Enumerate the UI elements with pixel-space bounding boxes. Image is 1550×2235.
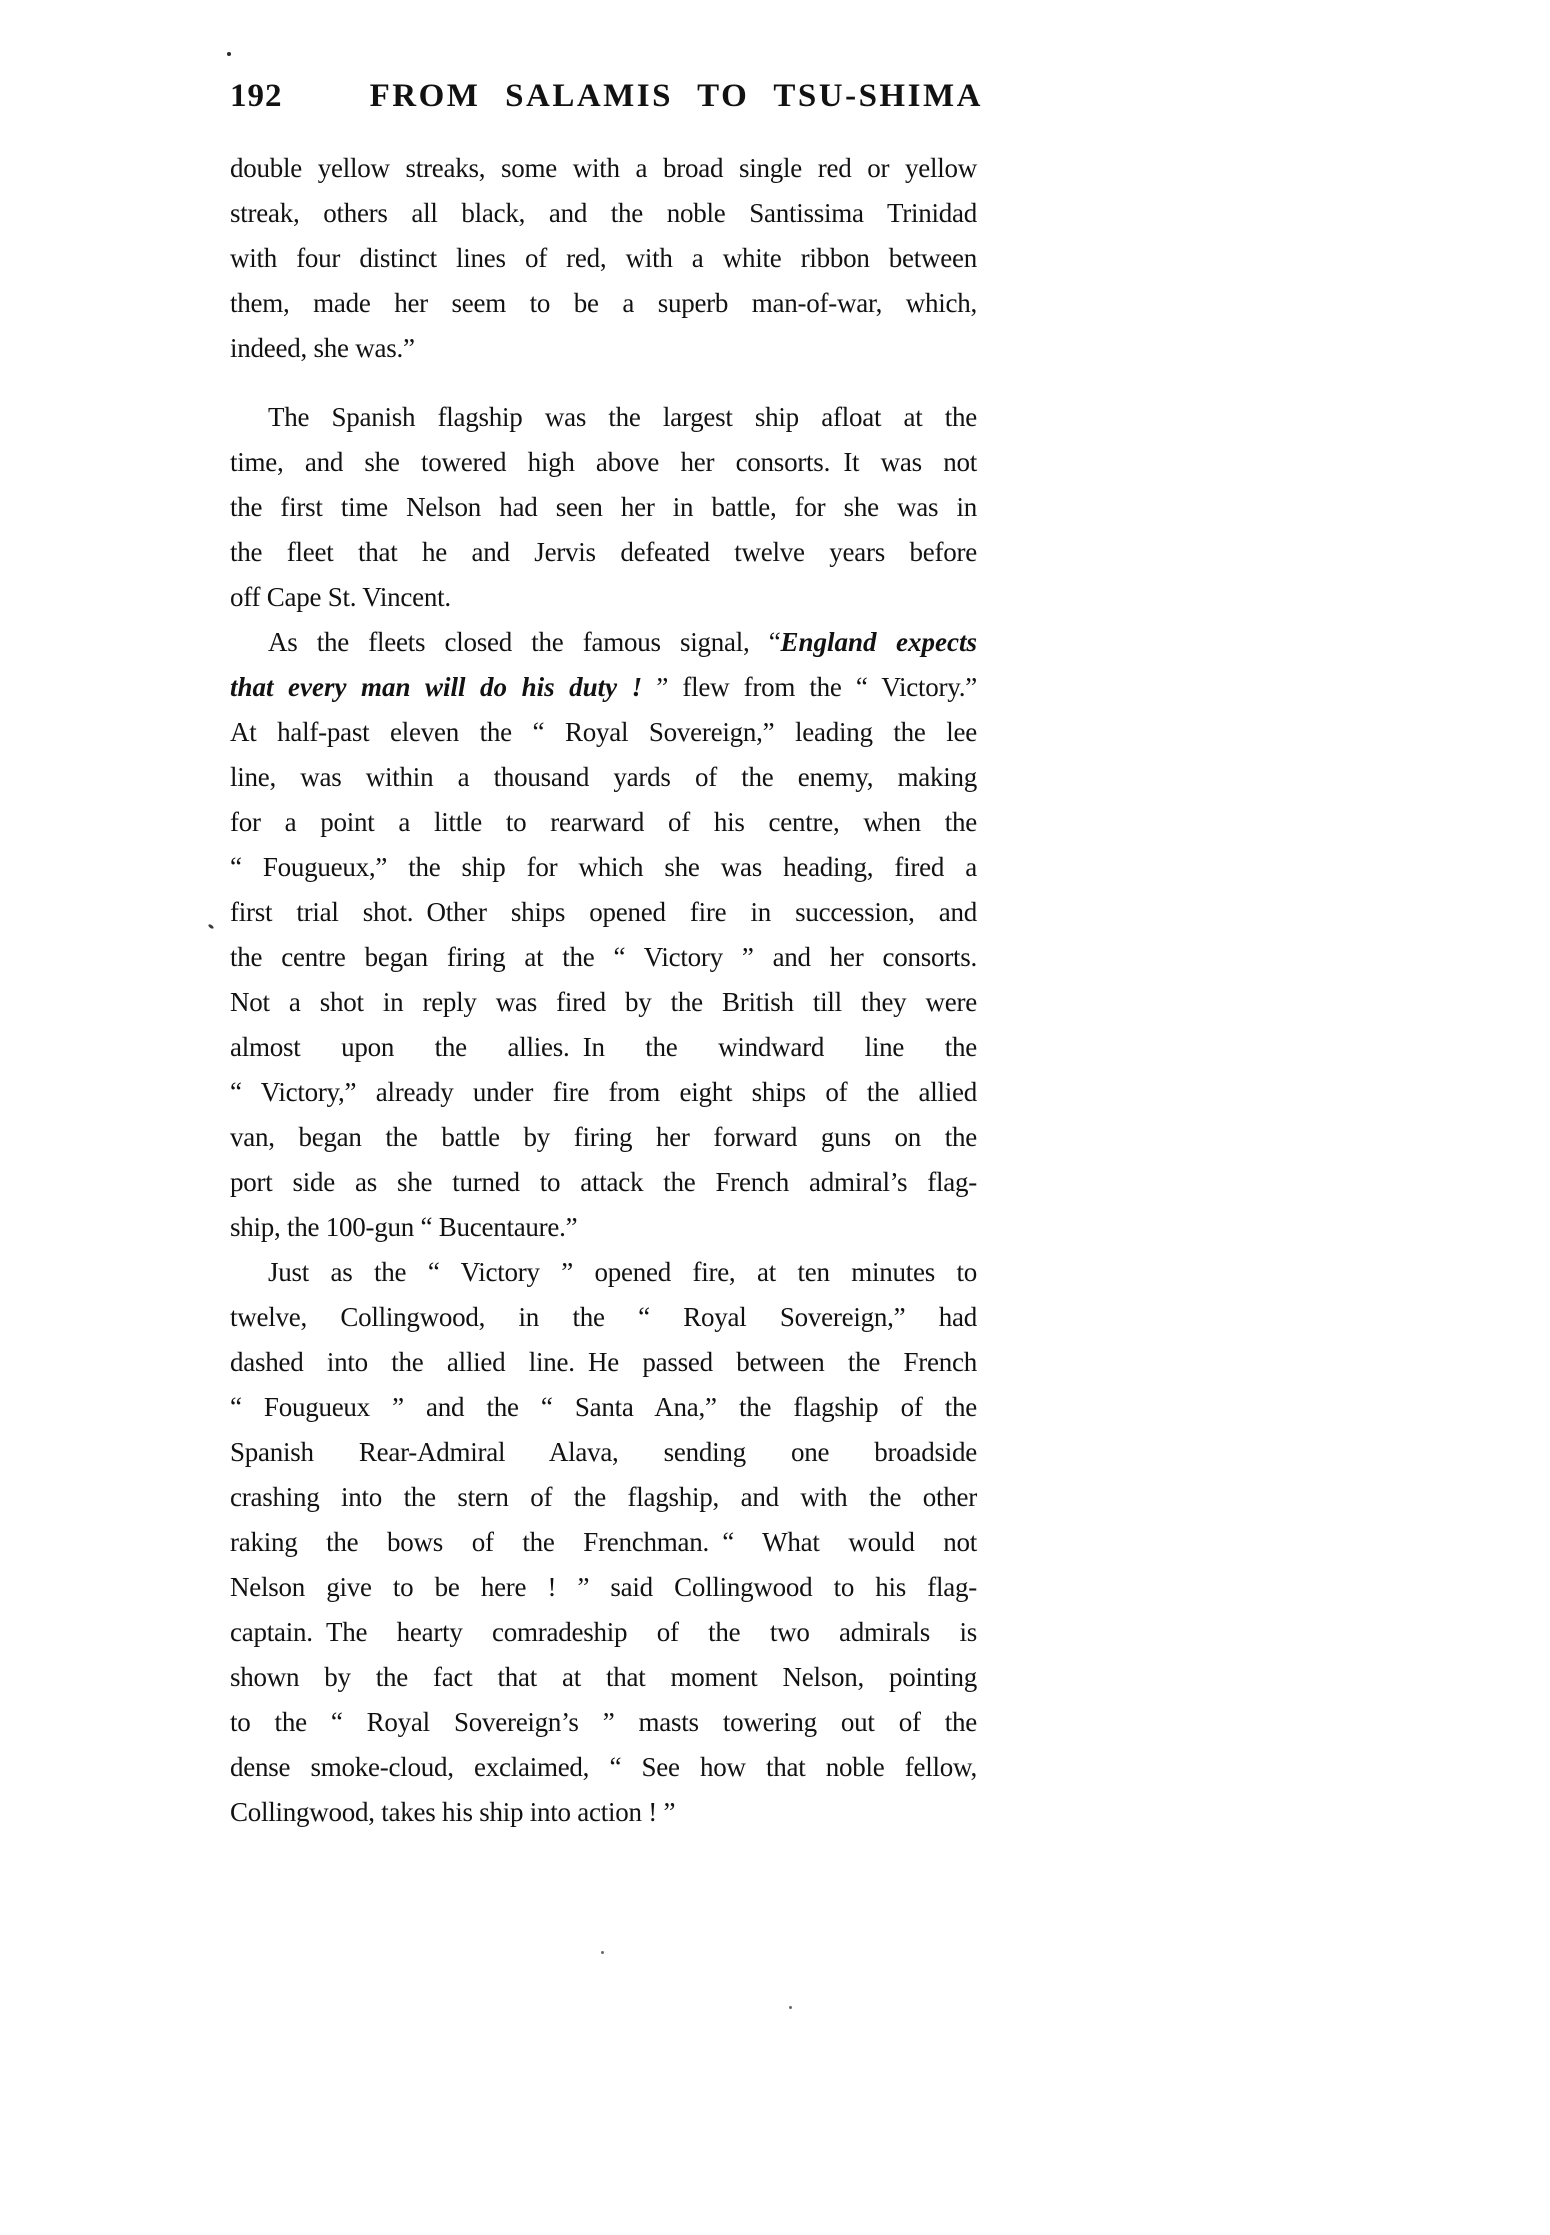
ink-speck bbox=[789, 2006, 792, 2009]
text-run: port side as she turned to attack the French admiral’s flag- bbox=[230, 1167, 977, 1197]
text-run: Nelson give to be here ! ” said Collingwood to his flag- bbox=[230, 1572, 977, 1602]
text-run: the fleet that he and Jervis defeated twelve years before bbox=[230, 537, 977, 567]
text-run: van, began the battle by firing her forward guns on the bbox=[230, 1122, 977, 1152]
text-line bbox=[230, 281, 977, 326]
text-run: the centre began firing at the “ Victory ” and her consorts. bbox=[230, 942, 977, 972]
running-header bbox=[230, 78, 990, 114]
text-line bbox=[230, 845, 977, 890]
paragraph bbox=[230, 146, 977, 371]
text-line bbox=[230, 146, 977, 191]
text-run: ” flew from the “ Victory.” bbox=[642, 672, 977, 702]
italic-text-run: that every man will do his duty ! bbox=[230, 672, 643, 702]
text-run: off Cape St. Vincent. bbox=[230, 582, 451, 612]
text-run: the first time Nelson had seen her in battle, for she was in bbox=[230, 492, 977, 522]
text-line bbox=[230, 1430, 977, 1475]
text-run: twelve, Collingwood, in the “ Royal Sovereign,” had bbox=[230, 1302, 977, 1332]
text-line bbox=[230, 1295, 977, 1340]
text-line bbox=[230, 935, 977, 980]
text-run: line, was within a thousand yards of the enemy, making bbox=[230, 762, 977, 792]
text-line bbox=[230, 980, 977, 1025]
running-title: FROM SALAMIS TO TSU-SHIMA bbox=[369, 78, 983, 114]
text-run: “ Fougueux,” the ship for which she was heading, fired a bbox=[230, 852, 977, 882]
text-run: them, made her seem to be a superb man-of-war, which, bbox=[230, 288, 977, 318]
text-run: Spanish Rear-Admiral Alava, sending one broadside bbox=[230, 1437, 977, 1467]
text-line bbox=[230, 1340, 977, 1385]
text-run: At half-past eleven the “ Royal Sovereign,” leading the lee bbox=[230, 717, 977, 747]
text-run: The Spanish flagship was the largest ship afloat at the bbox=[268, 402, 977, 432]
paragraph bbox=[230, 620, 977, 1250]
text-run: first trial shot. Other ships opened fire in succession, and bbox=[230, 897, 977, 927]
text-run: streak, others all black, and the noble Santissima Trinidad bbox=[230, 198, 977, 228]
text-line bbox=[230, 1115, 977, 1160]
text-line bbox=[230, 1025, 977, 1070]
text-run: dashed into the allied line. He passed between the French bbox=[230, 1347, 977, 1377]
text-line bbox=[230, 1160, 977, 1205]
ink-speck bbox=[208, 924, 215, 930]
text-line bbox=[230, 1385, 977, 1430]
text-line bbox=[230, 710, 977, 755]
paragraph bbox=[230, 395, 977, 620]
text-line bbox=[230, 1610, 977, 1655]
text-line bbox=[230, 1745, 977, 1790]
text-line bbox=[230, 1700, 977, 1745]
text-line bbox=[230, 1520, 977, 1565]
paragraph bbox=[230, 1250, 977, 1835]
text-run: with four distinct lines of red, with a white ribbon between bbox=[230, 243, 977, 273]
text-run: indeed, she was.” bbox=[230, 333, 415, 363]
text-line bbox=[230, 1790, 977, 1835]
text-line bbox=[230, 755, 977, 800]
text-line bbox=[230, 440, 977, 485]
text-run: raking the bows of the Frenchman. “ What would not bbox=[230, 1527, 977, 1557]
text-run: Just as the “ Victory ” opened fire, at ten minutes to bbox=[268, 1257, 977, 1287]
text-run: almost upon the allies. In the windward line the bbox=[230, 1032, 977, 1062]
text-line bbox=[230, 1070, 977, 1115]
text-run: “ Victory,” already under fire from eight ships of the allied bbox=[230, 1077, 977, 1107]
text-run: Collingwood, takes his ship into action ! ” bbox=[230, 1797, 676, 1827]
ink-speck bbox=[227, 52, 231, 56]
text-run: Not a shot in reply was fired by the British till they were bbox=[230, 987, 977, 1017]
text-line bbox=[230, 326, 977, 371]
page-body bbox=[230, 146, 977, 1835]
text-run: crashing into the stern of the flagship, and with the other bbox=[230, 1482, 977, 1512]
text-line bbox=[230, 530, 977, 575]
text-line bbox=[230, 1250, 977, 1295]
text-line bbox=[230, 1565, 977, 1610]
text-line bbox=[230, 191, 977, 236]
text-run: dense smoke-cloud, exclaimed, “ See how that noble fellow, bbox=[230, 1752, 977, 1782]
text-run: to the “ Royal Sovereign’s ” masts towering out of the bbox=[230, 1707, 977, 1737]
text-line bbox=[230, 890, 977, 935]
text-line bbox=[230, 800, 977, 845]
text-line bbox=[230, 395, 977, 440]
text-line bbox=[230, 1475, 977, 1520]
text-run: for a point a little to rearward of his centre, when the bbox=[230, 807, 977, 837]
page-number: 192 bbox=[230, 78, 283, 114]
text-run: double yellow streaks, some with a broad single red or yellow bbox=[230, 153, 977, 183]
text-run: time, and she towered high above her consorts. It was not bbox=[230, 447, 977, 477]
text-run: As the fleets closed the famous signal, “ bbox=[268, 627, 781, 657]
text-run: shown by the fact that at that moment Nelson, pointing bbox=[230, 1662, 977, 1692]
text-line bbox=[230, 620, 977, 665]
text-line bbox=[230, 485, 977, 530]
text-line bbox=[230, 1205, 977, 1250]
text-run: ship, the 100-gun “ Bucentaure.” bbox=[230, 1212, 578, 1242]
text-run: “ Fougueux ” and the “ Santa Ana,” the flagship of the bbox=[230, 1392, 977, 1422]
text-line bbox=[230, 1655, 977, 1700]
text-line bbox=[230, 236, 977, 281]
text-line bbox=[230, 665, 977, 710]
ink-speck bbox=[601, 1951, 604, 1954]
text-run: captain. The hearty comradeship of the two admirals is bbox=[230, 1617, 977, 1647]
text-line bbox=[230, 575, 977, 620]
italic-text-run: England expects bbox=[780, 627, 977, 657]
